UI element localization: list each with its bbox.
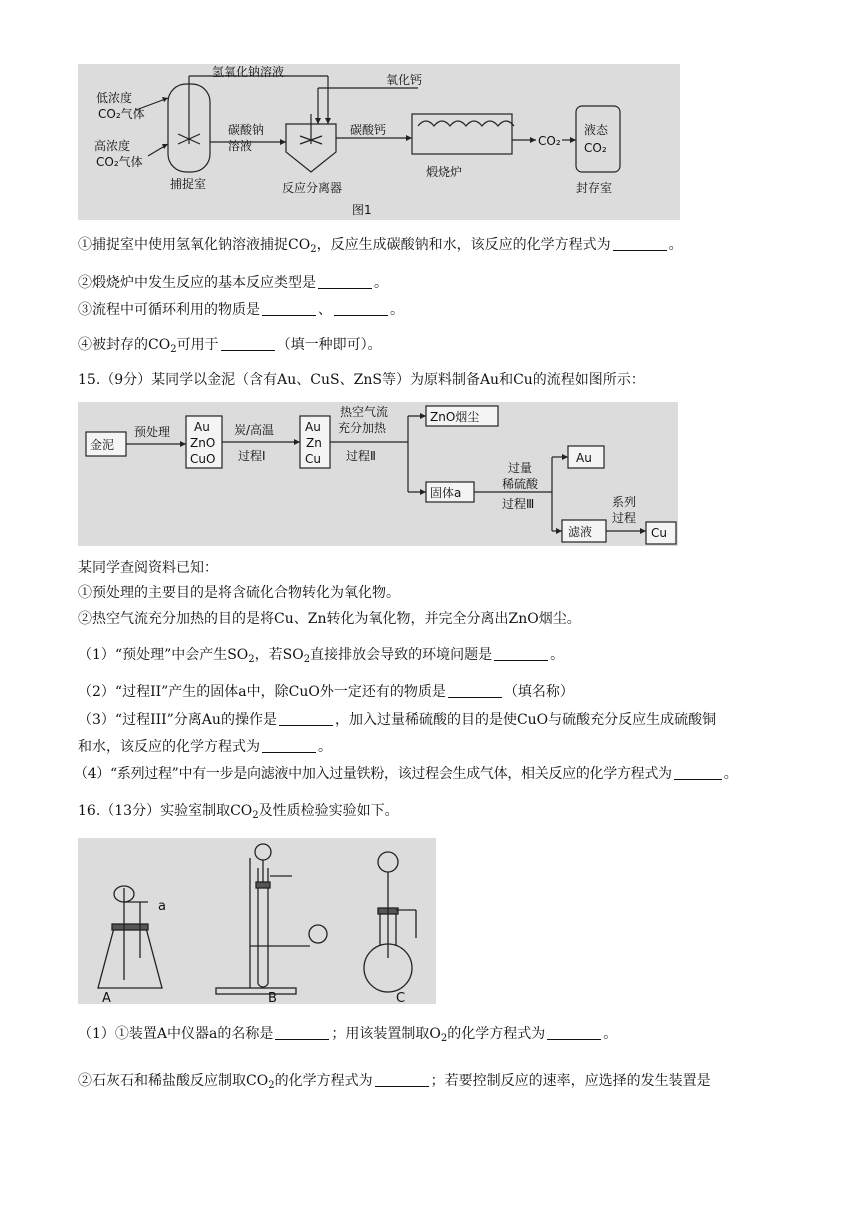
q15-part3-line2 <box>78 737 332 757</box>
answer-blank[interactable] <box>318 274 372 289</box>
label-step2-2: 充分加热 <box>338 421 387 435</box>
q16-part1-text: （1）①装置A中仪器a的名称是 <box>78 1026 274 1042</box>
answer-blank[interactable] <box>221 336 275 351</box>
answer-blank[interactable] <box>262 301 316 316</box>
label-low-co2-1: 低浓度 <box>96 91 133 105</box>
q15-info-intro: 某同学查阅资料已知： <box>78 560 218 576</box>
label-box2-1: Au <box>305 420 321 434</box>
label-high-co2-1: 高浓度 <box>94 139 131 153</box>
q15-part1-text-3: 直接排放会导致的环境问题是 <box>310 647 493 663</box>
q16-part1-text-2: ；用该装置制取O <box>331 1026 441 1042</box>
apparatus-a-flask <box>98 928 162 988</box>
label-box1-1: Au <box>194 420 210 434</box>
answer-blank[interactable] <box>674 765 722 780</box>
q16-part2 <box>78 1071 711 1096</box>
answer-blank[interactable] <box>279 711 333 726</box>
q15-stem: 15.（9分）某同学以金泥（含有Au、CuS、ZnS等）为原料制备Au和Cu的流程如图所示： <box>78 372 645 388</box>
q16-stem-text: 16.（13分）实验室制取CO <box>78 803 253 819</box>
label-instrument-a: a <box>158 899 166 914</box>
label-furnace: 煅烧炉 <box>426 165 463 179</box>
figure-co2-capture <box>78 64 680 220</box>
label-pretreat: 预处理 <box>134 425 171 439</box>
q16-part1 <box>78 1024 617 1049</box>
punct: 。 <box>550 647 565 663</box>
label-step3-1: 过量 <box>508 461 533 475</box>
storage-shape <box>576 106 620 172</box>
q15-info2: ②热空气流充分加热的目的是将Cu、Zn转化为氧化物，并完全分离出ZnO烟尘。 <box>78 611 581 627</box>
figure-caption: 图1 <box>352 203 372 217</box>
answer-blank[interactable] <box>448 683 502 698</box>
q14-item2-text: ②煅烧炉中发生反应的基本反应类型是 <box>78 275 316 291</box>
label-naoh: 氢氧化钠溶液 <box>212 65 285 79</box>
label-box1-3: CuO <box>190 452 216 466</box>
label-step3-3: 过程Ⅲ <box>502 497 535 511</box>
label-capture-room: 捕捉室 <box>170 177 207 191</box>
q15-part3-text-2: ，加入过量稀硫酸的目的是使CuO与硫酸充分反应生成硫酸铜 <box>334 712 717 728</box>
q15-part1-text: （1）“预处理”中会产生SO <box>78 647 249 663</box>
label-liquid-2: CO₂ <box>584 141 607 155</box>
q14-item4 <box>78 335 382 360</box>
label-filtrate: 滤液 <box>568 525 593 539</box>
q14-item2 <box>78 273 388 293</box>
punct: 。 <box>668 237 683 253</box>
answer-blank[interactable] <box>613 236 667 251</box>
q15-part2-hint: （填名称） <box>503 684 574 700</box>
punct: （填一种即可）。 <box>276 337 382 353</box>
q15-part3 <box>78 710 716 730</box>
q14-item4-text: ④被封存的CO <box>78 337 171 353</box>
q14-item1-text: ①捕捉室中使用氢氧化钠溶液捕捉CO <box>78 237 311 253</box>
label-apparatus-a: A <box>102 991 111 1004</box>
label-na2co3-1: 碳酸钠 <box>228 123 265 137</box>
q16-part2-text-2: 的化学方程式为 <box>274 1073 373 1089</box>
q15-part4-text: （4）“系列过程”中有一步是向滤液中加入过量铁粉，该过程会生成气体，相关反应的化学方程式为 <box>74 766 672 782</box>
subscript: 2 <box>440 1033 448 1044</box>
label-liquid-1: 液态 <box>584 123 609 137</box>
q14-item3-text: ③流程中可循环利用的物质是 <box>78 302 260 318</box>
label-apparatus-c: C <box>396 991 406 1004</box>
answer-blank[interactable] <box>262 738 316 753</box>
label-na2co3-2: 溶液 <box>228 139 253 153</box>
punct: 。 <box>723 766 738 782</box>
apparatus-b-base <box>216 988 296 994</box>
punct: 、 <box>318 302 332 318</box>
figure-apparatus <box>78 838 436 1004</box>
figure-gold-flow <box>78 402 678 546</box>
q15-part3-text: （3）“过程III”分离Au的操作是 <box>78 712 277 728</box>
label-step2-3: 过程Ⅱ <box>346 449 376 463</box>
label-step1-2: 过程Ⅰ <box>238 449 266 463</box>
subscript: 2 <box>310 244 317 255</box>
label-jinni: 金泥 <box>90 438 115 452</box>
q15-part1-text-2: ，若SO <box>254 647 304 663</box>
q15-part3-text-3: 和水，该反应的化学方程式为 <box>78 739 260 755</box>
label-high-co2-2: CO₂气体 <box>96 155 143 169</box>
label-step3-2: 稀硫酸 <box>502 477 539 491</box>
q15-part4 <box>74 764 737 784</box>
q15-part1 <box>78 645 564 670</box>
q14-item4-text-2: 可用于 <box>176 337 219 353</box>
q15-info1: ①预处理的主要目的是将含硫化合物转化为氧化物。 <box>78 585 400 601</box>
subscript: 2 <box>170 344 177 355</box>
answer-blank[interactable] <box>547 1025 601 1040</box>
answer-blank[interactable] <box>275 1025 329 1040</box>
answer-blank[interactable] <box>494 646 548 661</box>
label-step1-1: 炭/高温 <box>234 423 275 437</box>
q14-item1-text-2: ，反应生成碳酸钠和水，该反应的化学方程式为 <box>316 237 611 253</box>
label-apparatus-b: B <box>268 991 277 1004</box>
answer-blank[interactable] <box>375 1072 429 1087</box>
q14-item1 <box>78 235 683 260</box>
label-cao: 氧化钙 <box>386 73 423 87</box>
label-zno-dust: ZnO烟尘 <box>430 410 480 424</box>
subscript: 2 <box>268 1080 275 1091</box>
label-au: Au <box>576 451 592 465</box>
label-box1-2: ZnO <box>190 436 216 450</box>
q15-part2 <box>78 682 574 702</box>
label-solid-a: 固体a <box>430 486 462 500</box>
label-box2-2: Zn <box>306 436 322 450</box>
subscript: 2 <box>252 810 259 821</box>
punct: 。 <box>318 739 332 755</box>
label-reactor: 反应分离器 <box>282 181 343 195</box>
q16-part2-text-3: ；若要控制反应的速率，应选择的发生装置是 <box>430 1073 711 1089</box>
punct: 。 <box>374 275 388 291</box>
q15-part2-text: （2）“过程II”产生的固体a中，除CuO外一定还有的物质是 <box>78 684 446 700</box>
label-cu: Cu <box>651 526 667 540</box>
label-step4-1: 系列 <box>612 495 637 509</box>
q16-part2-text: ②石灰石和稀盐酸反应制取CO <box>78 1073 269 1089</box>
label-storage: 封存室 <box>576 181 613 195</box>
label-caco3: 碳酸钙 <box>350 123 387 137</box>
label-step4-2: 过程 <box>612 511 637 525</box>
subscript: 2 <box>248 654 255 665</box>
q16-stem <box>78 801 399 826</box>
answer-blank[interactable] <box>334 301 388 316</box>
q16-stem-text-2: 及性质检验实验如下。 <box>258 803 399 819</box>
label-box2-3: Cu <box>305 452 321 466</box>
label-step2-1: 热空气流 <box>340 405 389 419</box>
punct: 。 <box>603 1026 618 1042</box>
furnace-shape <box>412 114 512 154</box>
label-co2: CO₂ <box>538 134 561 148</box>
q14-item3 <box>78 300 404 320</box>
punct: 。 <box>390 302 404 318</box>
q16-part1-text-3: 的化学方程式为 <box>447 1026 546 1042</box>
subscript: 2 <box>303 654 311 665</box>
label-low-co2-2: CO₂气体 <box>98 107 145 121</box>
